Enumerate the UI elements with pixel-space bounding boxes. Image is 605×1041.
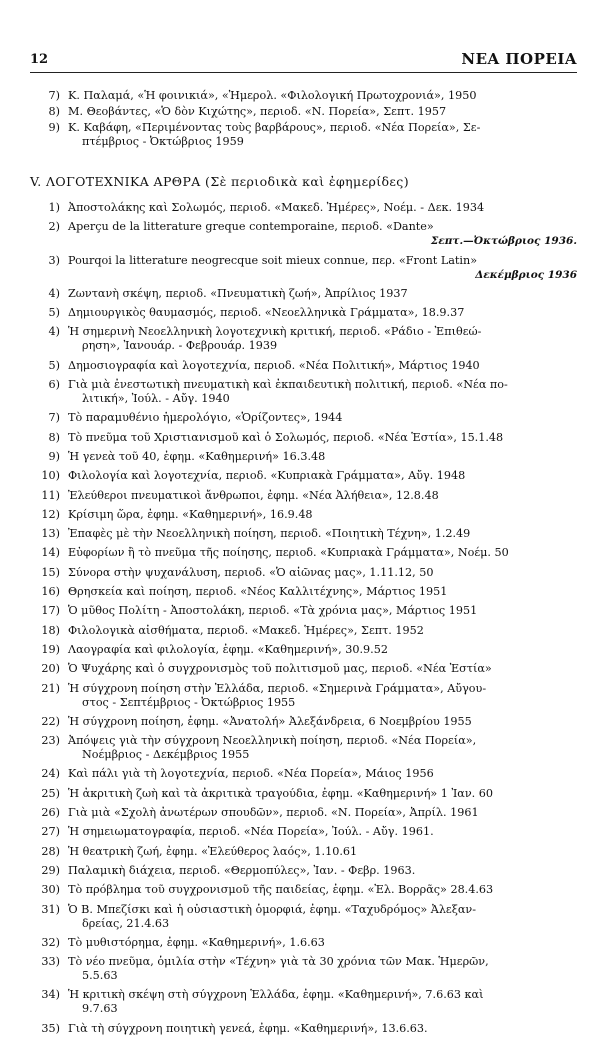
item-number: 25)	[41, 786, 60, 800]
list-item	[30, 489, 577, 503]
item-text: Ἀποστολάκης καὶ Σολωμός, περιοδ. «Μακεδ. Ἡμέρες», Νοέμ. - Δεκ. 1934	[68, 201, 485, 214]
item-text: Σύνορα στὴν ψυχανάλυση, περιοδ. «Ὁ αἰῶνας μας», 1.11.12, 50	[68, 565, 434, 579]
list-item	[30, 825, 577, 839]
item-text: Aperçu de la litterature greque contemporaine, περιοδ. «Dante»	[68, 220, 434, 234]
item-text: Κρίσιμη ὥρα, ἐφημ. «Καθημερινή», 16.9.48	[68, 507, 313, 521]
item-number: 7)	[48, 411, 60, 425]
item-number: 26)	[41, 806, 60, 820]
item-text: Δημιουργικὸς θαυμασμός, περιοδ. «Νεοελληνικὰ Γράμματα», 18.9.37	[68, 306, 465, 320]
item-text-continuation: πτέμβριος - Ὀκτώβριος 1959	[82, 135, 244, 148]
item-text-continuation: δρείας, 21.4.63	[82, 916, 170, 930]
item-number: 12)	[41, 507, 60, 521]
list-item	[30, 359, 577, 373]
item-text: Ὁ Β. Μπεζίσκι καὶ ἡ οὐσιαστικὴ ὁμορφιά, ἐφημ. «Ταχυδρόμος» Ἀλεξαν-	[68, 902, 477, 916]
list-item	[30, 378, 577, 406]
item-number: 24)	[41, 767, 60, 781]
list-item	[30, 715, 577, 729]
item-number: 7)	[48, 89, 60, 102]
item-number: 19)	[41, 642, 60, 656]
item-number: 22)	[41, 714, 60, 728]
section-heading: V. ΛΟΓΟΤΕΧΝΙΚΑ ΑΡΘΡΑ (Σὲ περιοδικὰ καὶ ἐφημερίδες)	[30, 174, 409, 189]
item-text-continuation: στος - Σεπτέμβριος - Ὀκτώβριος 1955	[82, 695, 296, 709]
list-item	[30, 767, 577, 781]
item-number: 16)	[41, 585, 60, 599]
list-item	[30, 546, 577, 560]
item-number: 21)	[41, 681, 60, 695]
list-item	[30, 883, 577, 897]
list-item	[30, 105, 577, 119]
list-item	[30, 527, 577, 541]
list-item	[30, 662, 577, 676]
list-item	[30, 450, 577, 464]
running-title: ΝΕΑ ΠΟΡΕΙΑ	[461, 50, 577, 68]
item-text: Λαογραφία καὶ φιλολογία, ἐφημ. «Καθημερινή», 30.9.52	[68, 642, 388, 656]
list-item	[30, 508, 577, 522]
item-number: 35)	[41, 1021, 60, 1035]
item-number: 28)	[41, 844, 60, 858]
item-number: 1)	[48, 201, 60, 214]
item-text: Εὐφορίων ἢ τὸ πνεῦμα τῆς ποίησης, περιοδ. «Κυπριακὰ Γράμματα», Νοέμ. 50	[68, 546, 509, 560]
item-number: 27)	[41, 825, 60, 839]
item-number: 31)	[41, 902, 60, 916]
item-number: 15)	[41, 565, 60, 579]
item-text: Τὸ πρόβλημα τοῦ συγχρονισμοῦ τῆς παιδείας, ἐφημ. «Ἐλ. Βορρᾶς» 28.4.63	[68, 883, 494, 897]
list-item	[30, 431, 577, 445]
item-number: 9)	[48, 449, 60, 463]
list-item	[30, 469, 577, 483]
item-text: Ἡ κριτικὴ σκέψη στὴ σύγχρονη Ἑλλάδα, ἐφημ. «Καθημερινή», 7.6.63 καὶ	[68, 988, 484, 1002]
item-number: 30)	[41, 883, 60, 897]
list-item	[30, 988, 577, 1016]
item-number: 6)	[48, 378, 60, 392]
item-number: 17)	[41, 604, 60, 618]
item-number: 33)	[41, 955, 60, 969]
list-item	[30, 220, 577, 248]
item-number: 20)	[41, 662, 60, 676]
list-item	[30, 734, 577, 762]
list-item	[30, 682, 577, 710]
item-number: 10)	[41, 469, 60, 483]
item-number: 9)	[48, 121, 60, 134]
item-number: 29)	[41, 863, 60, 877]
item-number: 2)	[48, 220, 60, 234]
list-item	[30, 254, 577, 282]
item-text: Γιὰ μιὰ ἐνεστωτικὴ πνευματικὴ καὶ ἐκπαιδευτικὴ πολιτική, περιοδ. «Νέα πο-	[68, 378, 508, 392]
list-item	[30, 806, 577, 820]
item-number: 5)	[48, 306, 60, 320]
list-item	[30, 903, 577, 931]
articles-list	[30, 201, 577, 1041]
item-number: 18)	[41, 623, 60, 637]
item-text: Δημοσιογραφία καὶ λογοτεχνία, περιοδ. «Νέα Πολιτική», Μάρτιος 1940	[68, 358, 480, 372]
item-text: Μ. Θεοβάντες, «Ὁ δὸν Κιχώτης», περιοδ. «Ν. Πορεία», Σεπτ. 1957	[68, 105, 447, 118]
item-text: Θρησκεία καὶ ποίηση, περιοδ. «Νέος Καλλιτέχνης», Μάρτιος 1951	[68, 585, 448, 599]
item-text: Ὁ μῦθος Πολίτη - Ἀποστολάκη, περιοδ. «Τὰ χρόνια μας», Μάρτιος 1951	[68, 604, 478, 618]
item-text-continuation: Νοέμβριος - Δεκέμβριος 1955	[82, 748, 250, 762]
item-text-continuation: 5.5.63	[82, 969, 118, 983]
item-text-continuation: Σεπτ.—Ὀκτώβριος 1936.	[430, 235, 577, 248]
list-item	[30, 287, 577, 301]
item-text: Ἡ ἀκριτικὴ ζωὴ καὶ τὰ ἀκριτικὰ τραγούδια, ἐφημ. «Καθημερινή» 1 Ἰαν. 60	[68, 786, 494, 800]
item-text: Pourqoi la litterature neogrecque soit mieux connue, περ. «Front Latin»	[68, 253, 478, 267]
item-number: 4)	[48, 325, 60, 339]
item-text: Ἡ σημερινὴ Νεοελληνικὴ λογοτεχνικὴ κριτική, περιοδ. «Ράδιο - Ἐπιθεώ-	[68, 325, 482, 339]
list-item	[30, 201, 577, 215]
item-text: Ἡ γενεὰ τοῦ 40, ἐφημ. «Καθημερινή» 16.3.48	[68, 449, 326, 463]
list-item	[30, 585, 577, 599]
list-item	[30, 411, 577, 425]
list-item	[30, 864, 577, 878]
list-item	[30, 787, 577, 801]
page-header	[30, 50, 577, 72]
item-number: 34)	[41, 988, 60, 1002]
continued-entries-list	[30, 89, 577, 151]
item-text: Γιὰ μιὰ «Σχολὴ ἀνωτέρων σπουδῶν», περιοδ. «Ν. Πορεία», Ἀπρίλ. 1961	[68, 806, 479, 820]
list-item	[30, 845, 577, 859]
item-text-continuation: Δεκέμβριος 1936	[475, 268, 577, 281]
list-item	[30, 121, 577, 149]
item-text: Τὸ πνεῦμα τοῦ Χριστιανισμοῦ καὶ ὁ Σολωμός, περιοδ. «Νέα Ἑστία», 15.1.48	[68, 430, 504, 444]
item-number: 3)	[48, 253, 60, 267]
page-number: 12	[30, 52, 49, 67]
item-number: 8)	[48, 430, 60, 444]
item-text: Γιὰ τὴ σύγχρονη ποιητικὴ γενεά, ἐφημ. «Καθημερινή», 13.6.63.	[68, 1021, 428, 1035]
item-number: 32)	[41, 935, 60, 949]
header-rule	[30, 72, 577, 73]
item-number: 5)	[48, 358, 60, 372]
list-item	[30, 325, 577, 353]
item-number: 23)	[41, 734, 60, 748]
item-text: Κ. Παλαμά, «Ἡ φοινικιά», «Ἡμερολ. «Φιλολογική Πρωτοχρονιά», 1950	[68, 89, 477, 102]
list-item	[30, 604, 577, 618]
item-text: Ἀπόψεις γιὰ τὴν σύγχρονη Νεοελληνικὴ ποίηση, περιοδ. «Νέα Πορεία»,	[68, 734, 477, 748]
list-item	[30, 936, 577, 950]
list-item	[30, 566, 577, 580]
item-text: Τὸ νέο πνεῦμα, ὁμιλία στὴν «Τέχνη» γιὰ τὰ 30 χρόνια τῶν Μακ. Ἡμερῶν,	[68, 955, 489, 969]
item-text: Ζωντανὴ σκέψη, περιοδ. «Πνευματικὴ ζωή», Ἀπρίλιος 1937	[68, 286, 408, 300]
item-text: Κ. Καβάφη, «Περιμένοντας τοὺς βαρβάρους», περιοδ. «Νέα Πορεία», Σε-	[68, 121, 481, 134]
item-text: Ἐλεύθεροι πνευματικοὶ ἄνθρωποι, ἐφημ. «Νέα Ἀλήθεια», 12.8.48	[68, 488, 439, 502]
item-text-continuation: ρηση», Ἰανουάρ. - Φεβρουάρ. 1939	[82, 339, 278, 353]
item-text: Ἡ σημειωματογραφία, περιοδ. «Νέα Πορεία», Ἰούλ. - Αὔγ. 1961.	[68, 825, 434, 839]
item-number: 11)	[41, 488, 60, 502]
item-text-continuation: λιτική», Ἰούλ. - Αὔγ. 1940	[82, 392, 230, 406]
item-number: 8)	[48, 105, 60, 118]
item-number: 14)	[41, 546, 60, 560]
item-text: Παλαμικὴ διάχεια, περιοδ. «Θερμοπύλες», Ἰαν. - Φεβρ. 1963.	[68, 863, 416, 877]
list-item	[30, 643, 577, 657]
list-item	[30, 624, 577, 638]
item-text: Τὸ παραμυθένιο ἡμερολόγιο, «Ὁρίζοντες», 1944	[68, 411, 343, 425]
item-text: Ἡ σύγχρονη ποίηση στὴν Ἑλλάδα, περιοδ. «Σημερινὰ Γράμματα», Αὔγου-	[68, 681, 487, 695]
item-text-continuation: 9.7.63	[82, 1002, 118, 1016]
item-text: Ἐπαφὲς μὲ τὴν Νεοελληνικὴ ποίηση, περιοδ. «Ποιητικὴ Τέχνη», 1.2.49	[68, 527, 471, 541]
list-item	[30, 955, 577, 983]
item-text: Τὸ μυθιστόρημα, ἐφημ. «Καθημερινή», 1.6.63	[68, 935, 325, 949]
item-text: Ἡ σύγχρονη ποίηση, ἐφημ. «Ἀνατολή» Ἀλεξάνδρεια, 6 Νοεμβρίου 1955	[68, 714, 472, 728]
item-text: Φιλολογικὰ αἰσθήματα, περιοδ. «Μακεδ. Ἡμέρες», Σεπτ. 1952	[68, 623, 424, 637]
item-number: 4)	[48, 286, 60, 300]
item-text: Καὶ πάλι γιὰ τὴ λογοτεχνία, περιοδ. «Νέα Πορεία», Μάιος 1956	[68, 767, 434, 781]
list-item	[30, 306, 577, 320]
item-number: 13)	[41, 527, 60, 541]
list-item	[30, 89, 577, 103]
item-text: Ἡ θεατρικὴ ζωή, ἐφημ. «Ἐλεύθερος λαός», 1.10.61	[68, 844, 358, 858]
item-text: Φιλολογία καὶ λογοτεχνία, περιοδ. «Κυπριακὰ Γράμματα», Αὔγ. 1948	[68, 469, 466, 483]
item-text: Ὁ Ψυχάρης καὶ ὁ συγχρονισμὸς τοῦ πολιτισμοῦ μας, περιοδ. «Νέα Ἑστία»	[68, 662, 492, 676]
